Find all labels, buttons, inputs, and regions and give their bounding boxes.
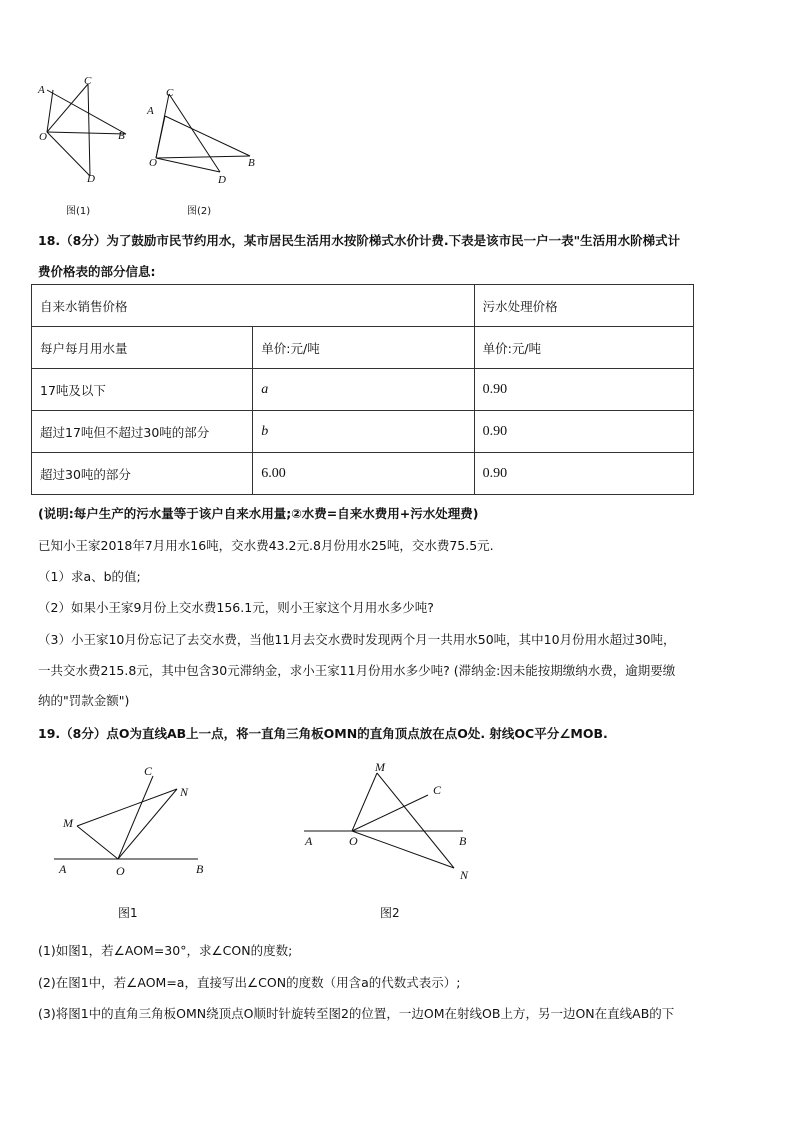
point-label-n: N (460, 868, 469, 882)
q17-figure-2 (140, 80, 260, 190)
point-label-a: A (38, 84, 45, 96)
figure-caption: 图2 (380, 906, 400, 920)
point-label-o: O (349, 834, 358, 848)
segment-ob (156, 156, 250, 158)
table-cell (474, 411, 693, 453)
point-label-c: C (144, 764, 153, 778)
table-cell: 单价:元/吨 (253, 327, 474, 369)
water-price-table (31, 284, 694, 495)
q18-part-3-line-2: 一共交水费215.8元，其中包含30元滞纳金，求小王家11月份用水多少吨? (滞纳金:因未能按期缴纳水费，逾期要缴 (38, 663, 676, 678)
segment-cd (169, 94, 220, 172)
q19-part-3: (3)将图1中的直角三角板OMN绕顶点O顺时针旋转至图2的位置，一边OM在射线OB上方，另一边ON在直线AB的下 (38, 1006, 675, 1021)
q18-intro-line-1: 18.（8分）为了鼓励市民节约用水，某市居民生活用水按阶梯式水价计费.下表是该市民一户一表"生活用水阶梯式计 (38, 233, 681, 248)
point-label-c: C (433, 783, 442, 797)
table-cell-value: 6.00 (261, 466, 286, 481)
point-label-d: D (218, 174, 226, 186)
table-header-cell: 污水处理价格 (474, 285, 693, 327)
point-label-o: O (149, 157, 157, 169)
point-label-c: C (84, 75, 92, 87)
q19-part-2: (2)在图1中，若∠AOM=a，直接写出∠CON的度数（用含a的代数式表示）; (38, 975, 461, 990)
table-cell-value: 0.90 (482, 382, 508, 397)
point-label-b: B (248, 157, 255, 169)
q19-figure-2 (300, 760, 480, 880)
point-label-c: C (166, 87, 174, 99)
table-cell: 超过30吨的部分 (32, 453, 253, 495)
table-row (32, 453, 694, 495)
table-cell-value: a (261, 382, 269, 397)
q18-part-1: （1）求a、b的值; (38, 569, 141, 584)
point-label-a: A (59, 862, 67, 876)
q19-part-1: (1)如图1，若∠AOM=30°，求∠CON的度数; (38, 943, 293, 958)
figure-caption: 图(1) (66, 206, 91, 217)
segment-ab (47, 90, 126, 134)
table-cell-value: 0.90 (482, 466, 508, 481)
point-label-a: A (305, 834, 313, 848)
q18-part-2: （2）如果小王家9月份上交水费156.1元，则小王家这个月用水多少吨? (38, 600, 434, 615)
point-label-b: B (459, 834, 467, 848)
segment-od (156, 158, 220, 172)
ray-oc (352, 795, 428, 831)
point-label-m: M (375, 760, 385, 774)
table-cell (253, 369, 474, 411)
table-cell: 17吨及以下 (32, 369, 253, 411)
table-row (32, 327, 694, 369)
q18-intro-line-2: 费价格表的部分信息: (38, 264, 156, 279)
point-label-b: B (196, 862, 204, 876)
point-label-o: O (116, 864, 125, 878)
q18-note: (说明:每户生产的污水量等于该户自来水用量;②水费=自来水费用+污水处理费) (38, 506, 479, 521)
table-row (32, 411, 694, 453)
point-label-a: A (147, 105, 154, 117)
table-cell (474, 369, 693, 411)
segment-ob (47, 132, 126, 134)
q18-known: 已知小王家2018年7月用水16吨，交水费43.2元.8月份用水25吨，交水费75.5元. (38, 538, 494, 553)
table-cell: 超过17吨但不超过30吨的部分 (32, 411, 253, 453)
segment-oc (156, 94, 169, 158)
table-header-cell: 自来水销售价格 (32, 285, 475, 327)
q19-figure-1 (50, 760, 210, 870)
table-cell (253, 453, 474, 495)
segment-od (47, 132, 90, 176)
ray-oc (118, 776, 153, 859)
table-cell-value: 0.90 (482, 424, 508, 439)
table-header-row (32, 285, 694, 327)
table-cell (474, 453, 693, 495)
table-cell: 每户每月用水量 (32, 327, 253, 369)
figure-caption: 图1 (118, 906, 138, 920)
table-row (32, 369, 694, 411)
point-label-m: M (63, 816, 73, 830)
point-label-n: N (180, 785, 189, 799)
segment-ab (165, 116, 250, 156)
q19-intro: 19.（8分）点O为直线AB上一点，将一直角三角板OMN的直角顶点放在点O处. 射线OC平分∠MOB. (38, 726, 608, 741)
table-cell (253, 411, 474, 453)
point-label-d: D (87, 173, 95, 185)
table-cell-value: b (261, 424, 269, 439)
segment-om (352, 773, 377, 831)
q18-part-3-line-1: （3）小王家10月份忘记了去交水费，当他11月去交水费时发现两个月一共用水50吨，其中10月份用水超过30吨， (38, 632, 676, 647)
point-label-o: O (39, 131, 47, 143)
q18-part-3-line-3: 纳的"罚款金额") (38, 693, 130, 708)
table-cell: 单价:元/吨 (474, 327, 693, 369)
segment-cd (88, 84, 90, 176)
segment-om (77, 826, 118, 859)
point-label-b: B (118, 130, 125, 142)
figure-caption: 图(2) (187, 206, 212, 217)
